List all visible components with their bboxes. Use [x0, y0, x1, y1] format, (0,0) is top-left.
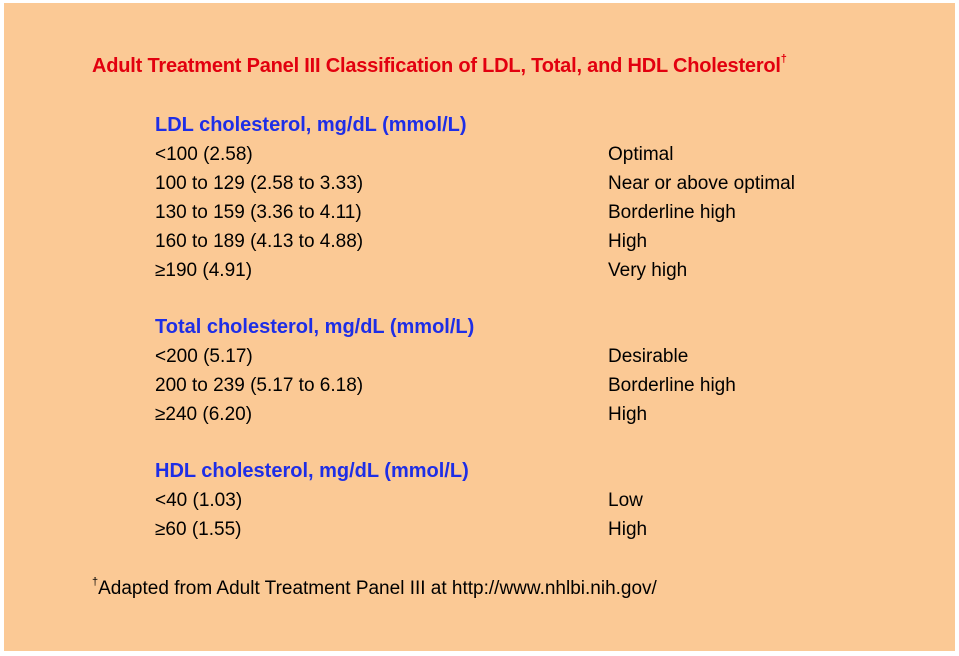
classification-cell: Low [608, 490, 643, 511]
table-row [155, 169, 855, 198]
range-cell: 130 to 159 (3.36 to 4.11) [155, 202, 362, 223]
classification-panel [4, 3, 955, 651]
range-cell: <200 (5.17) [155, 346, 253, 367]
classification-cell: Desirable [608, 346, 689, 367]
range-cell: ≥240 (6.20) [155, 404, 253, 425]
range-cell: <40 (1.03) [155, 490, 243, 511]
title-dagger-marker: † [780, 53, 787, 65]
table-row [155, 198, 855, 227]
total-section [155, 312, 855, 429]
page-title [92, 55, 787, 78]
range-cell: 200 to 239 (5.17 to 6.18) [155, 375, 364, 396]
classification-cell: High [608, 519, 648, 540]
classification-cell: Near or above optimal [608, 173, 795, 194]
table-row [155, 140, 855, 169]
classification-cell: High [608, 231, 648, 252]
classification-cell: Very high [608, 260, 688, 281]
table-row [155, 256, 855, 285]
footnote [92, 578, 657, 600]
range-cell: 100 to 129 (2.58 to 3.33) [155, 173, 364, 194]
range-cell: ≥60 (1.55) [155, 519, 242, 540]
footnote-text: Adapted from Adult Treatment Panel III at http://www.nhlbi.nih.gov/ [98, 578, 657, 599]
range-cell: 160 to 189 (4.13 to 4.88) [155, 231, 364, 252]
range-cell: ≥190 (4.91) [155, 260, 253, 281]
table-row [155, 371, 855, 400]
table-row [155, 400, 855, 429]
total-section-heading: Total cholesterol, mg/dL (mmol/L) [155, 316, 475, 338]
classification-cell: High [608, 404, 648, 425]
classification-cell: Borderline high [608, 375, 736, 396]
ldl-section [155, 110, 855, 285]
table-row [155, 342, 855, 371]
hdl-section [155, 456, 855, 544]
table-row [155, 227, 855, 256]
range-cell: <100 (2.58) [155, 144, 253, 165]
title-text: Adult Treatment Panel III Classification of LDL, Total, and HDL Cholesterol [92, 55, 781, 77]
classification-cell: Optimal [608, 144, 674, 165]
classification-cell: Borderline high [608, 202, 736, 223]
ldl-section-heading: LDL cholesterol, mg/dL (mmol/L) [155, 114, 467, 136]
hdl-section-heading: HDL cholesterol, mg/dL (mmol/L) [155, 460, 469, 482]
footnote-dagger-marker: † [92, 576, 99, 588]
table-row [155, 486, 855, 515]
table-row [155, 515, 855, 544]
